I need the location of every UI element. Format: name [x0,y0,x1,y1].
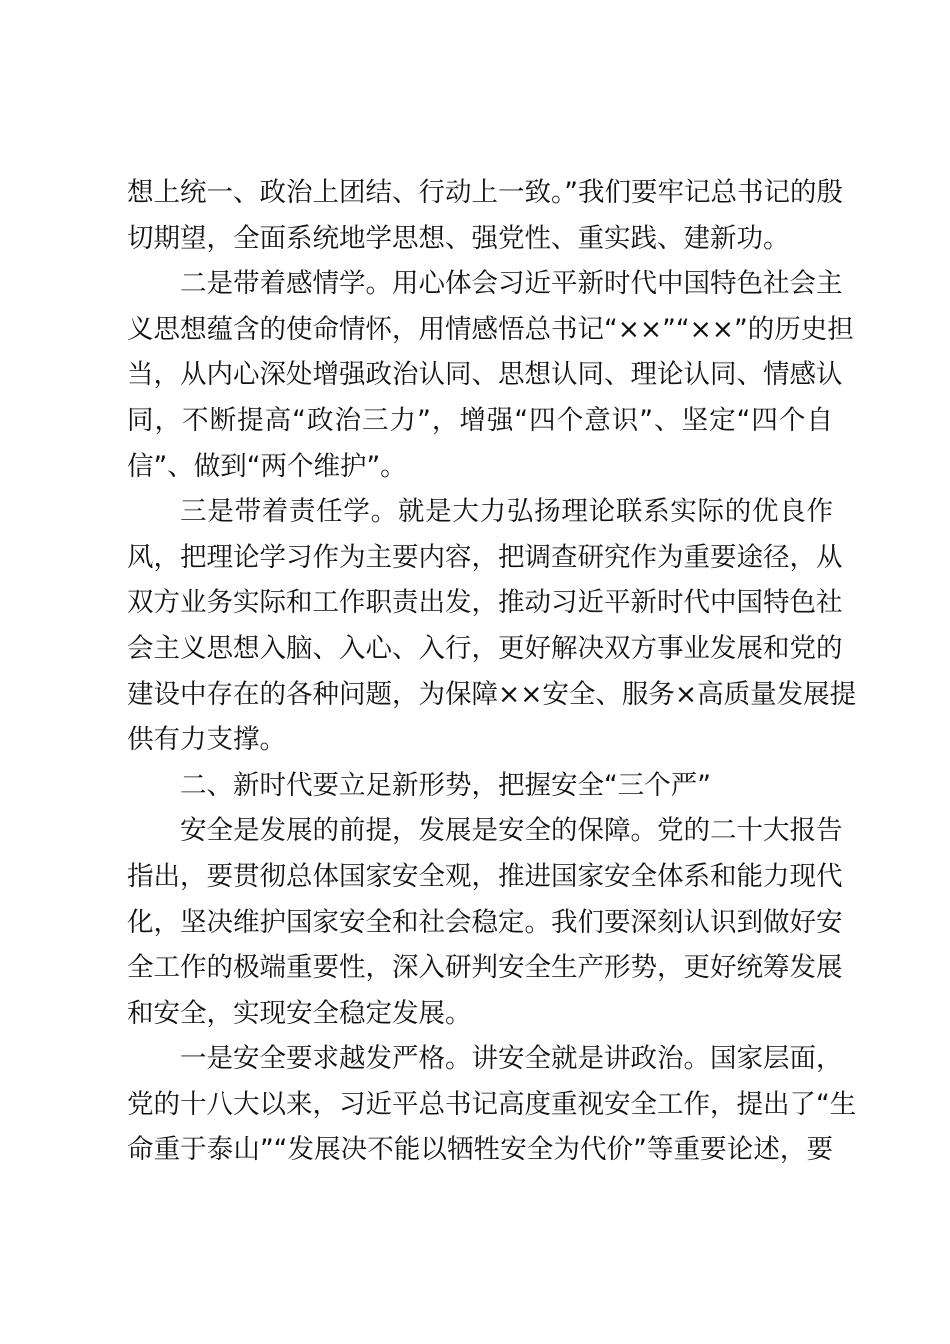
paragraph-line: 全工作的极端重要性，深入研判安全生产形势，更好统筹发展 [127,952,843,984]
paragraph-line: 风，把理论学习作为主要内容，把调查研究作为重要途径，从 [127,541,843,573]
paragraph-line: 二是带着感情学。用心体会习近平新时代中国特色社会主 [180,268,843,300]
paragraph-line: 指出，要贯彻总体国家安全观，推进国家安全体系和能力现代 [127,860,843,892]
paragraph-line: 建设中存在的各种问题，为保障××安全、服务×高质量发展提 [127,678,857,710]
paragraph-line: 命重于泰山”“发展决不能以牺牲安全为代价”等重要论述，要 [127,1134,833,1166]
paragraph-line: 当，从内心深处增强政治认同、思想认同、理论认同、情感认 [127,359,843,391]
paragraph-line: 会主义思想入脑、入心、入行，更好解决双方事业发展和党的 [127,632,843,664]
paragraph-line: 义思想蕴含的使命情怀，用情感悟总书记“××”“××”的历史担 [127,313,854,345]
paragraph-line: 切期望，全面系统地学思想、强党性、重实践、建新功。 [127,222,790,254]
paragraph-line: 想上统一、政治上团结、行动上一致。”我们要牢记总书记的殷 [127,177,843,208]
paragraph-line: 党的十八大以来，习近平总书记高度重视安全工作，提出了“生 [127,1088,857,1120]
document-body [127,170,857,1173]
paragraph-line: 同，不断提高“政治三力”，增强“四个意识”、坚定“四个自 [127,404,833,436]
paragraph-line: 信”、做到“两个维护”。 [127,450,407,482]
paragraph-line: 化，坚决维护国家安全和社会稳定。我们要深刻认识到做好安 [127,906,843,938]
paragraph-line: 双方业务实际和工作职责出发，推动习近平新时代中国特色社 [127,587,843,619]
paragraph-line: 一是安全要求越发严格。讲安全就是讲政治。国家层面， [180,1043,843,1075]
paragraph-line: 三是带着责任学。就是大力弘扬理论联系实际的优良作 [180,496,833,528]
section-heading: 二、新时代要立足新形势，把握安全“三个严” [180,769,711,801]
paragraph-line: 安全是发展的前提，发展是安全的保障。党的二十大报告 [180,815,843,847]
paragraph-line: 和安全，实现安全稳定发展。 [127,997,472,1029]
paragraph-line: 供有力支撑。 [127,724,286,756]
